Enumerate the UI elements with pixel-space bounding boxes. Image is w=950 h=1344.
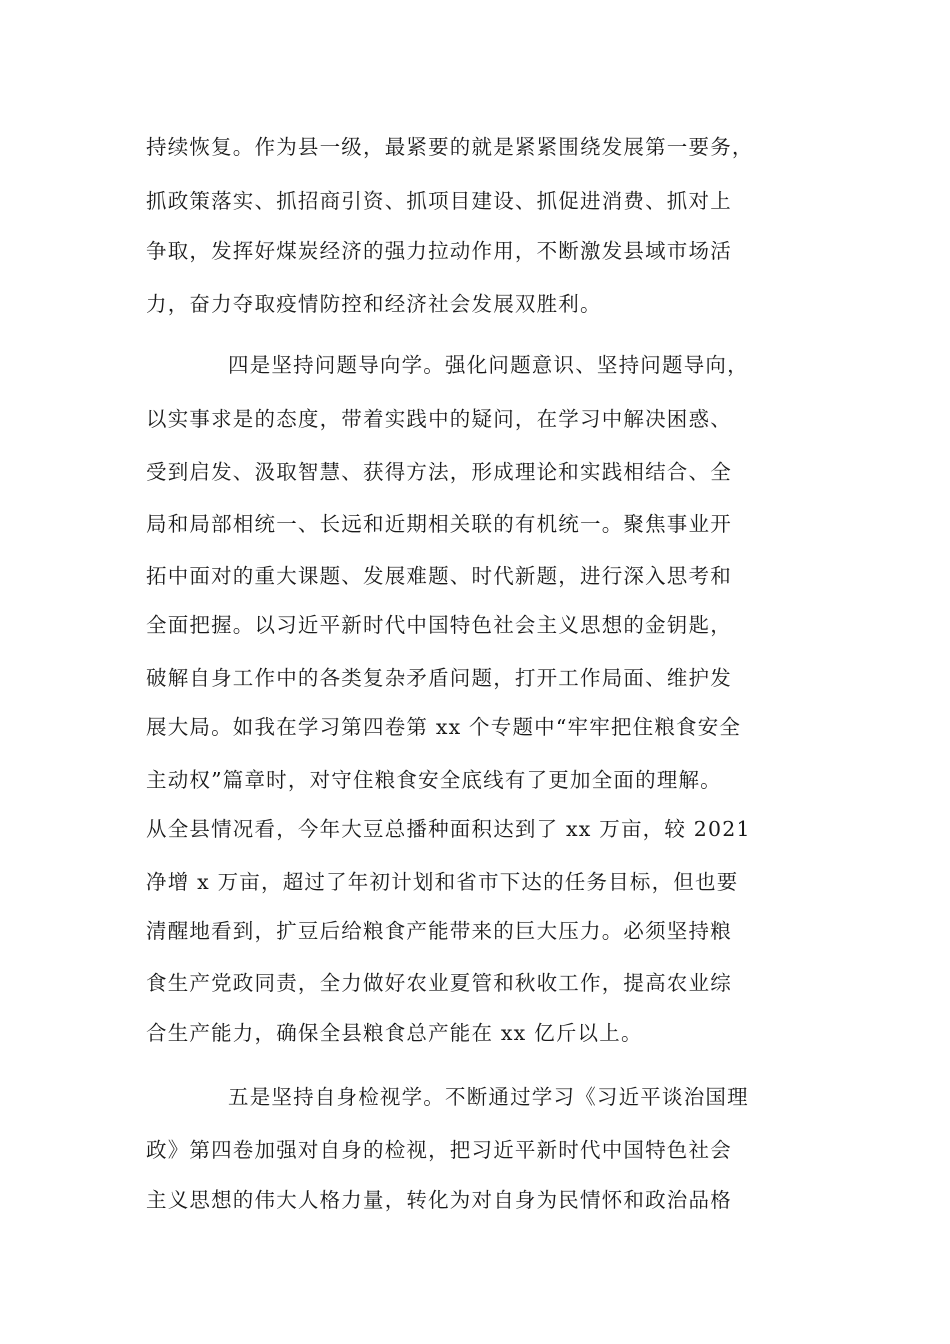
- paragraph-line: 拓中面对的重大课题、发展难题、时代新题，进行深入思考和: [146, 564, 732, 588]
- paragraph-line: 受到启发、汲取智慧、获得方法，形成理论和实践相结合、全: [146, 460, 732, 484]
- paragraph-line: 五是坚持自身检视学。不断通过学习《习近平谈治国理: [228, 1085, 749, 1109]
- paragraph-line: 展大局。如我在学习第四卷第 xx 个专题中“牢牢把住粮食安全: [146, 715, 742, 739]
- paragraph-line: 持续恢复。作为县一级，最紧要的就是紧紧围绕发展第一要务，: [146, 135, 754, 159]
- paragraph-line: 合生产能力，确保全县粮食总产能在 xx 亿斤以上。: [146, 1021, 643, 1045]
- paragraph-line: 主义思想的伟大人格力量，转化为对自身为民情怀和政治品格: [146, 1188, 732, 1212]
- paragraph-line: 清醒地看到，扩豆后给粮食产能带来的巨大压力。必须坚持粮: [146, 919, 732, 943]
- paragraph-line: 破解自身工作中的各类复杂矛盾问题，打开工作局面、维护发: [146, 666, 732, 690]
- paragraph-line: 净增 x 万亩，超过了年初计划和省市下达的任务目标，但也要: [146, 870, 739, 894]
- paragraph-line: 从全县情况看，今年大豆总播种面积达到了 xx 万亩，较 2021: [146, 817, 751, 841]
- paragraph-line: 争取，发挥好煤炭经济的强力拉动作用，不断激发县域市场活: [146, 239, 732, 263]
- paragraph-line: 主动权”篇章时，对守住粮食安全底线有了更加全面的理解。: [146, 768, 722, 792]
- paragraph-line: 抓政策落实、抓招商引资、抓项目建设、抓促进消费、抓对上: [146, 189, 732, 213]
- paragraph-line: 四是坚持问题导向学。强化问题意识、坚持问题导向，: [228, 353, 749, 377]
- paragraph-line: 局和局部相统一、长远和近期相关联的有机统一。聚焦事业开: [146, 512, 732, 536]
- paragraph-line: 政》第四卷加强对自身的检视，把习近平新时代中国特色社会: [146, 1138, 732, 1162]
- paragraph-line: 全面把握。以习近平新时代中国特色社会主义思想的金钥匙，: [146, 613, 732, 637]
- paragraph-line: 以实事求是的态度，带着实践中的疑问，在学习中解决困惑、: [146, 407, 732, 431]
- paragraph-line: 食生产党政同责，全力做好农业夏管和秋收工作，提高农业综: [146, 971, 732, 995]
- paragraph-line: 力，奋力夺取疫情防控和经济社会发展双胜利。: [146, 292, 602, 316]
